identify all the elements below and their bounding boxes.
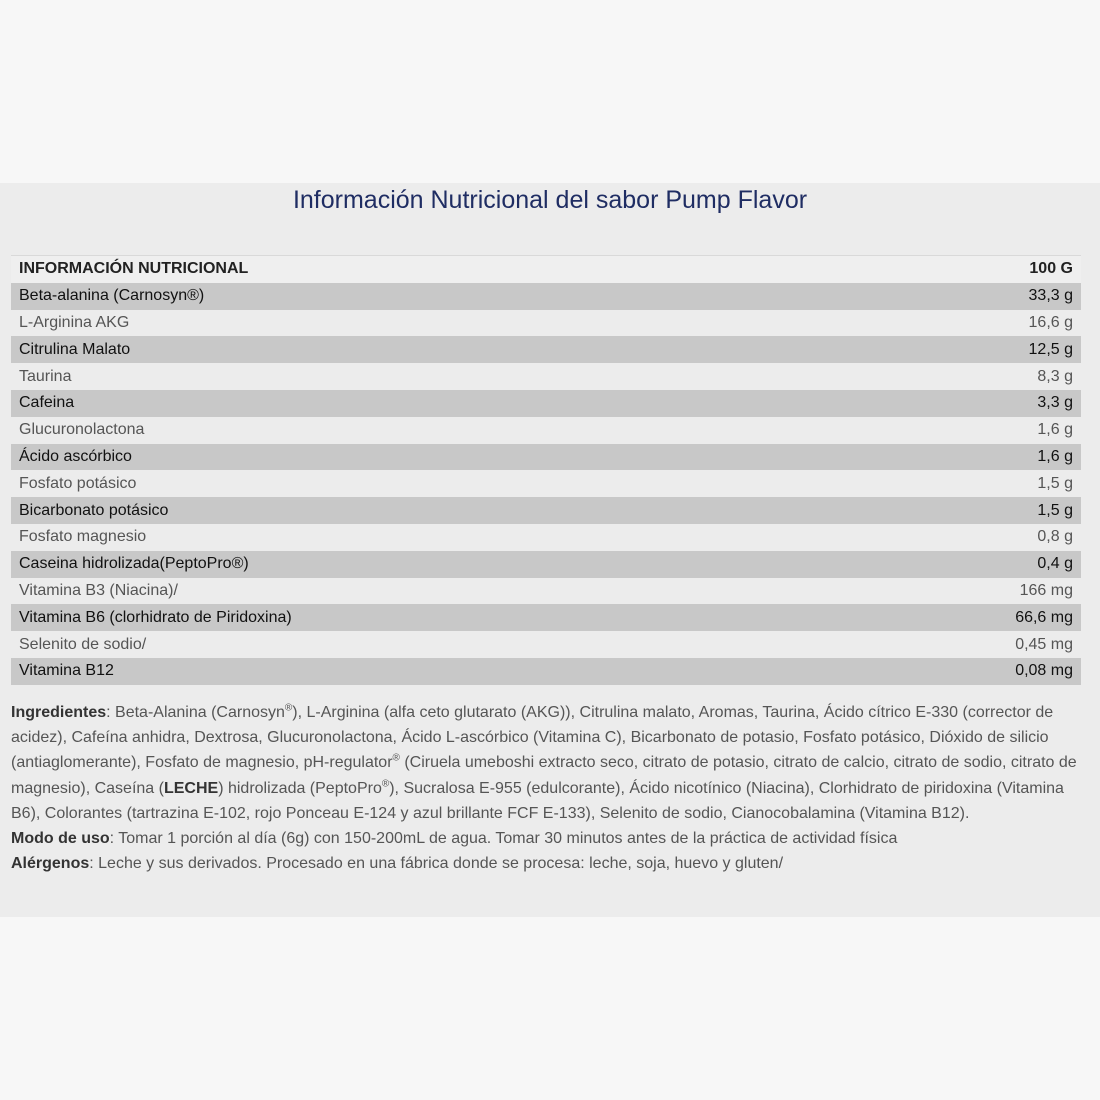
nutrient-name: Fosfato potásico (19, 474, 137, 492)
nutrient-name: Glucuronolactona (19, 421, 145, 439)
ingredients-text: ), L-Arginina (alfa ceto glutarato (AKG)), Citrulina malato, Aromas, Taurina, Ácido cítrico E-330 (corrector de acidez), Cafeína anhidra, Dextrosa, Glucuronolactona, Ácido L-ascórbico (Vitamina C), Bicarbonato de potasio, Fosfato potásico, Dióxido de silicio (antiaglomerante), Fosfato de magnesio, pH-regulator (11, 704, 1054, 772)
page-title: Información Nutricional del sabor Pump Flavor (292, 186, 808, 214)
ingredients-paragraph (11, 700, 1086, 826)
nutrition-table (11, 255, 1081, 685)
nutrient-amount: 33,3 g (1028, 287, 1073, 305)
nutrient-amount: 1,5 g (1037, 501, 1073, 519)
table-row (11, 497, 1081, 524)
allergens-label: Alérgenos (11, 855, 90, 873)
usage-paragraph (11, 826, 1086, 851)
ingredients-text: (Ciruela umeboshi extracto seco, citrato de potasio, citrato de calcio, citrato de sodio, citrato de magnesio), Caseína ( (11, 754, 1077, 797)
nutrient-amount: 0,8 g (1037, 528, 1073, 546)
product-details (11, 700, 1086, 876)
table-row (11, 631, 1081, 658)
table-row (11, 417, 1081, 444)
nutrient-name: Selenito de sodio/ (19, 635, 147, 653)
nutrient-name: Citrulina Malato (19, 340, 131, 358)
nutrient-amount: 12,5 g (1028, 340, 1073, 358)
table-row (11, 578, 1081, 605)
table-row (11, 444, 1081, 471)
table-row (11, 604, 1081, 631)
allergen-highlight: LECHE (163, 779, 219, 797)
ingredients-label: Ingredientes (11, 704, 107, 721)
header-value: 100 G (1029, 260, 1073, 278)
registered-mark: ® (392, 753, 400, 765)
usage-text: : Tomar 1 porción al día (6g) con 150-200mL de agua. Tomar 30 minutos antes de la práctica de actividad física (109, 830, 898, 848)
ingredients-text: ), Sucralosa E-955 (edulcorante), Ácido nicotínico (Niacina), Clorhidrato de piridoxina (Vitamina B6), Colorantes (tartrazina E-102, rojo Ponceau E-124 y azul brillante FCF E-133), Selenito de sodio, Cianocobalamina (Vitamina B12). (11, 779, 1064, 822)
nutrient-amount: 8,3 g (1037, 367, 1073, 385)
nutrient-amount: 66,6 mg (1015, 608, 1073, 626)
table-row (11, 310, 1081, 337)
nutrient-amount: 0,08 mg (1015, 662, 1073, 680)
table-row (11, 470, 1081, 497)
allergens-paragraph (11, 851, 1086, 876)
nutrient-amount: 1,6 g (1037, 447, 1073, 465)
nutrient-name: Caseina hidrolizada(PeptoPro®) (19, 555, 249, 573)
nutrient-name: Beta-alanina (Carnosyn®) (19, 287, 205, 305)
table-header-row (11, 256, 1081, 283)
table-row (11, 551, 1081, 578)
nutrient-name: Vitamina B6 (clorhidrato de Piridoxina) (19, 608, 292, 626)
nutrient-amount: 1,6 g (1037, 421, 1073, 439)
table-row (11, 658, 1081, 685)
table-row (11, 283, 1081, 310)
table-row (11, 336, 1081, 363)
nutrient-amount: 0,4 g (1037, 555, 1073, 573)
nutrient-name: Vitamina B3 (Niacina)/ (19, 581, 178, 599)
nutrient-name: Vitamina B12 (19, 662, 114, 680)
nutrient-name: Cafeina (19, 394, 75, 412)
nutrient-amount: 1,5 g (1037, 474, 1073, 492)
table-row (11, 363, 1081, 390)
ingredients-text: ) hidrolizada (PeptoPro (218, 779, 382, 797)
nutrient-amount: 16,6 g (1028, 313, 1073, 331)
nutrient-name: L-Arginina AKG (19, 313, 130, 331)
header-name: INFORMACIÓN NUTRICIONAL (19, 260, 249, 278)
registered-mark: ® (284, 702, 293, 714)
nutrient-amount: 0,45 mg (1015, 635, 1073, 653)
table-row (11, 390, 1081, 417)
nutrient-name: Taurina (19, 367, 72, 385)
nutrient-amount: 166 mg (1019, 581, 1073, 599)
nutrient-amount: 3,3 g (1037, 394, 1073, 412)
ingredients-text: : Beta-Alanina (Carnosyn (106, 704, 285, 721)
registered-mark: ® (381, 778, 390, 790)
table-row (11, 524, 1081, 551)
nutrient-name: Fosfato magnesio (19, 528, 147, 546)
nutrient-name: Bicarbonato potásico (19, 501, 169, 519)
nutrient-name: Ácido ascórbico (19, 447, 132, 465)
usage-label: Modo de uso (11, 830, 110, 848)
allergens-text: : Leche y sus derivados. Procesado en una fábrica donde se procesa: leche, soja, huevo y gluten/ (89, 855, 784, 873)
